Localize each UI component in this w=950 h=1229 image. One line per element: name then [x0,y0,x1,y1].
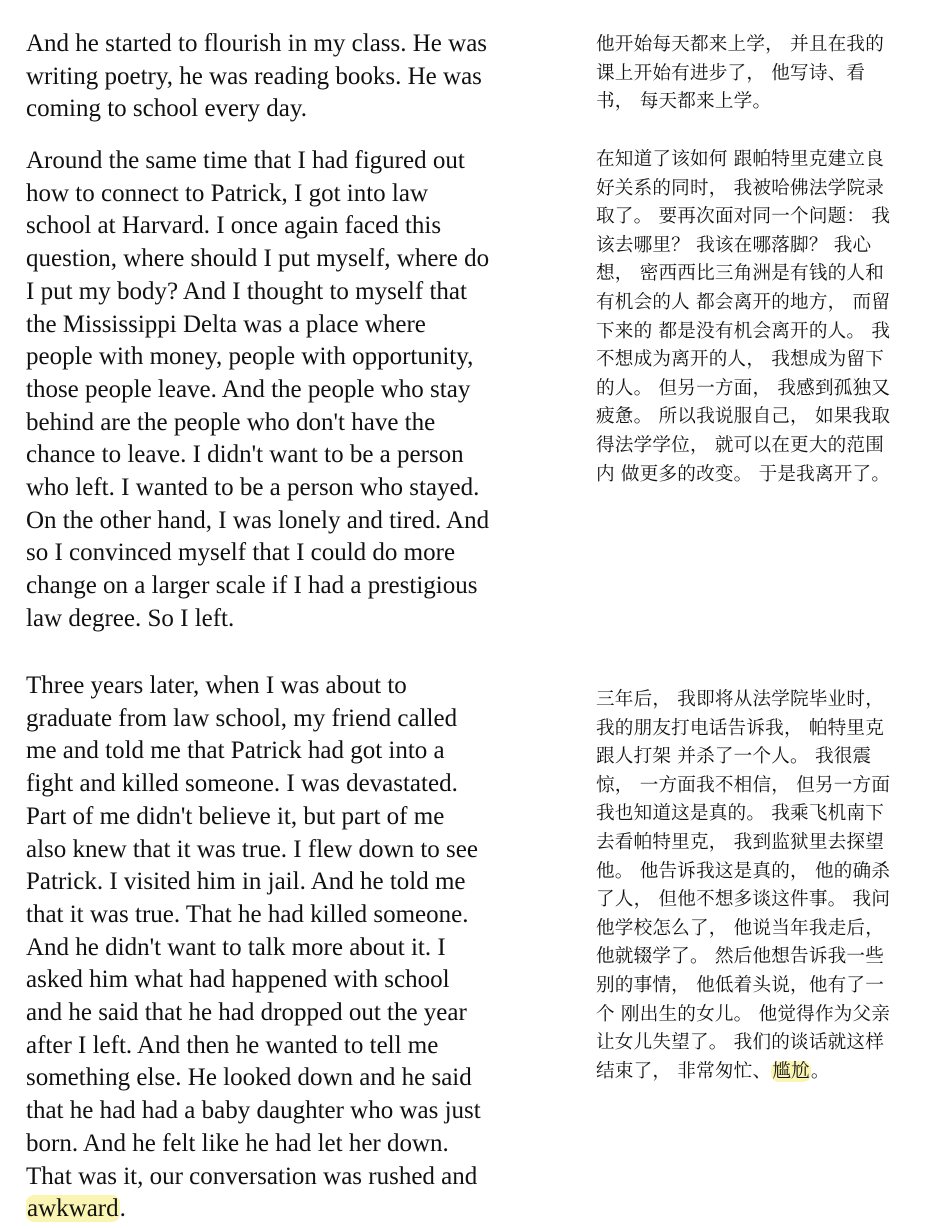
chinese-paragraph-3-body: 三年后， 我即将从法学院毕业时， 我的朋友打电话告诉我， 帕特里克 跟人打架 并杀了一个人。 我很震 惊， 一方面我不相信， 但另一方面 我也知道这是真的。 我乘飞机南下 去看帕特里克， 我到监狱里去探望 他。 他告诉我这是真的， 他的确杀 了人， 但他不想多谈这件事。 我问 他学校怎么了， 他说当年我走后， 他就辍学了。 然后他想告诉我一些 别的事情， 他低着头说，他有了一 个 刚出生的女儿。 他觉得作为父亲 让女儿失望了。 我们的谈话就这样 结束了， 非常匆忙、 [596,689,891,1082]
english-paragraph-1 [26,28,566,126]
english-paragraph-3-body: Three years later, when I was about to graduate from law school, my friend called me and told me that Patrick had got into a fight and killed someone. I was devastated. Part of me didn't believe it, but part of me also knew that it was true. I flew down to see Patrick. I visited him in jail. And he told me that it was true. That he had killed someone. And he didn't want to talk more about it. I asked him what had happened with school and he said that he had dropped out the year after I left. And then he wanted to tell me something else. He looked down and he said that he had had a baby daughter who was just born. And he felt like he had let her down. That was it, our conversation was rushed and [26,672,481,1190]
chinese-paragraph-1 [596,31,936,117]
english-paragraph-2 [26,145,566,636]
chinese-paragraph-3 [596,686,936,1086]
chinese-paragraph-2-text: 在知道了该如何 跟帕特里克建立良 好关系的同时， 我被哈佛法学院录 取了。 要再次面对同一个问题： 我 该去哪里？ 我该在哪落脚？ 我心 想， 密西西比三角洲是有钱的人和 有机会的人 都会离开的地方， 而留 下来的 都是没有机会离开的人。 我 不想成为离开的人， 我想成为留下 的人。 但另一方面， 我感到孤独又 疲惫。 所以我说服自己， 如果我取 得法学学位， 就可以在更大的范围 内 做更多的改变。 于是我离开了。 [596,149,891,485]
chinese-paragraph-2 [596,146,936,489]
chinese-paragraph-1-text: 他开始每天都来上学， 并且在我的 课上开始有进步了， 他写诗、看 书， 每天都来上学。 [596,34,885,113]
chinese-paragraph-3-text [596,686,936,1086]
highlighted-word-awkward: awkward [27,1195,119,1223]
english-paragraph-3 [26,670,566,1226]
chinese-paragraph-3-tail: 。 [810,1060,830,1082]
english-paragraph-3-text [26,670,566,1226]
english-paragraph-1-text: And he started to flourish in my class. He was writing poetry, he was reading books. He was coming to school every day. [26,30,488,123]
highlighted-word-ganga: 尴尬 [772,1060,810,1082]
english-paragraph-2-text: Around the same time that I had figured out how to connect to Patrick, I got into law school at Harvard. I once again faced this question, where should I put myself, where do I put my body? And I thought to myself that the Mississippi Delta was a place where people with money, people with opportunity, those people leave. And the people who stay behind are the people who don't have the chance to leave. I didn't want to be a person who left. I wanted to be a person who stayed. On the other hand, I was lonely and tired. And so I convinced myself that I could do more change on a larger scale if I had a prestigious law degree. So I left. [26,147,490,632]
english-paragraph-3-tail: . [119,1195,126,1223]
